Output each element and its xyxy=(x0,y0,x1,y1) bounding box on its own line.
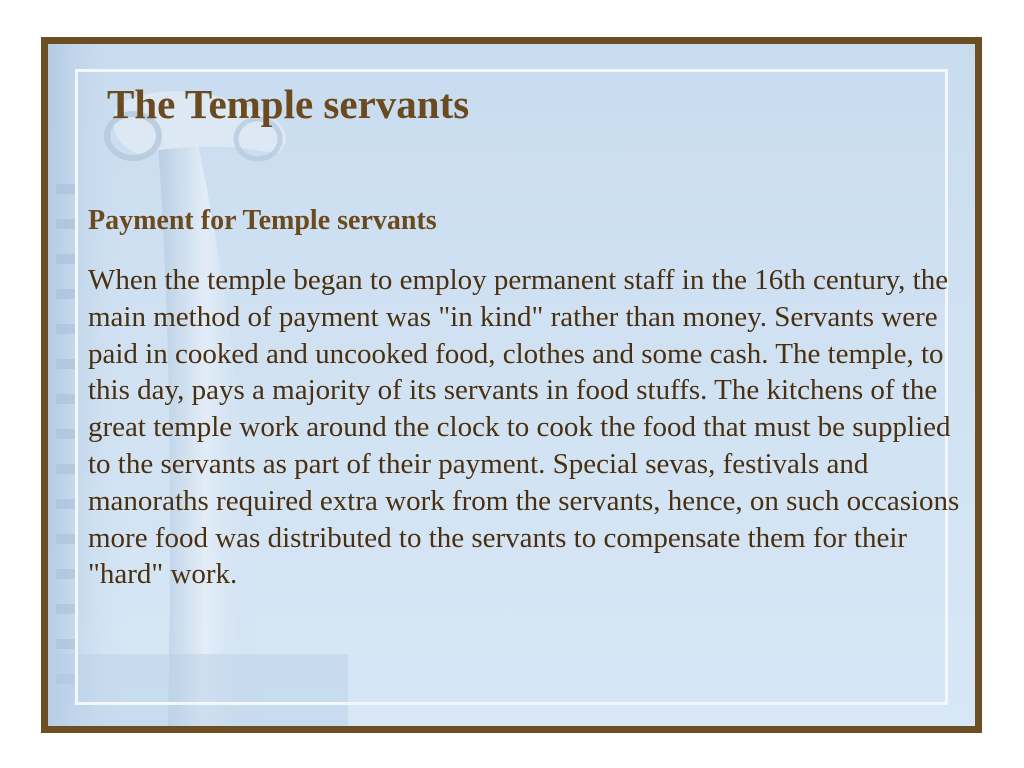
slide-body-text: When the temple began to employ permanent staff in the 16th century, the main method of payment was "in kind" rather than money. Servants were paid in cooked and uncooked food, clothes and some cash. The temple, to this day, pays a majority of its servants in food stuffs. The kitchens of the great temple work around the clock to cook the food that must be supplied to the servants as part of their payment. Special sevas, festivals and manoraths required extra work from the servants, hence, on such occasions more food was distributed to the servants to compensate them for their "hard" work. xyxy=(88,264,960,591)
slide-title: The Temple servants xyxy=(107,81,470,127)
slide-subtitle: Payment for Temple servants xyxy=(88,205,437,236)
